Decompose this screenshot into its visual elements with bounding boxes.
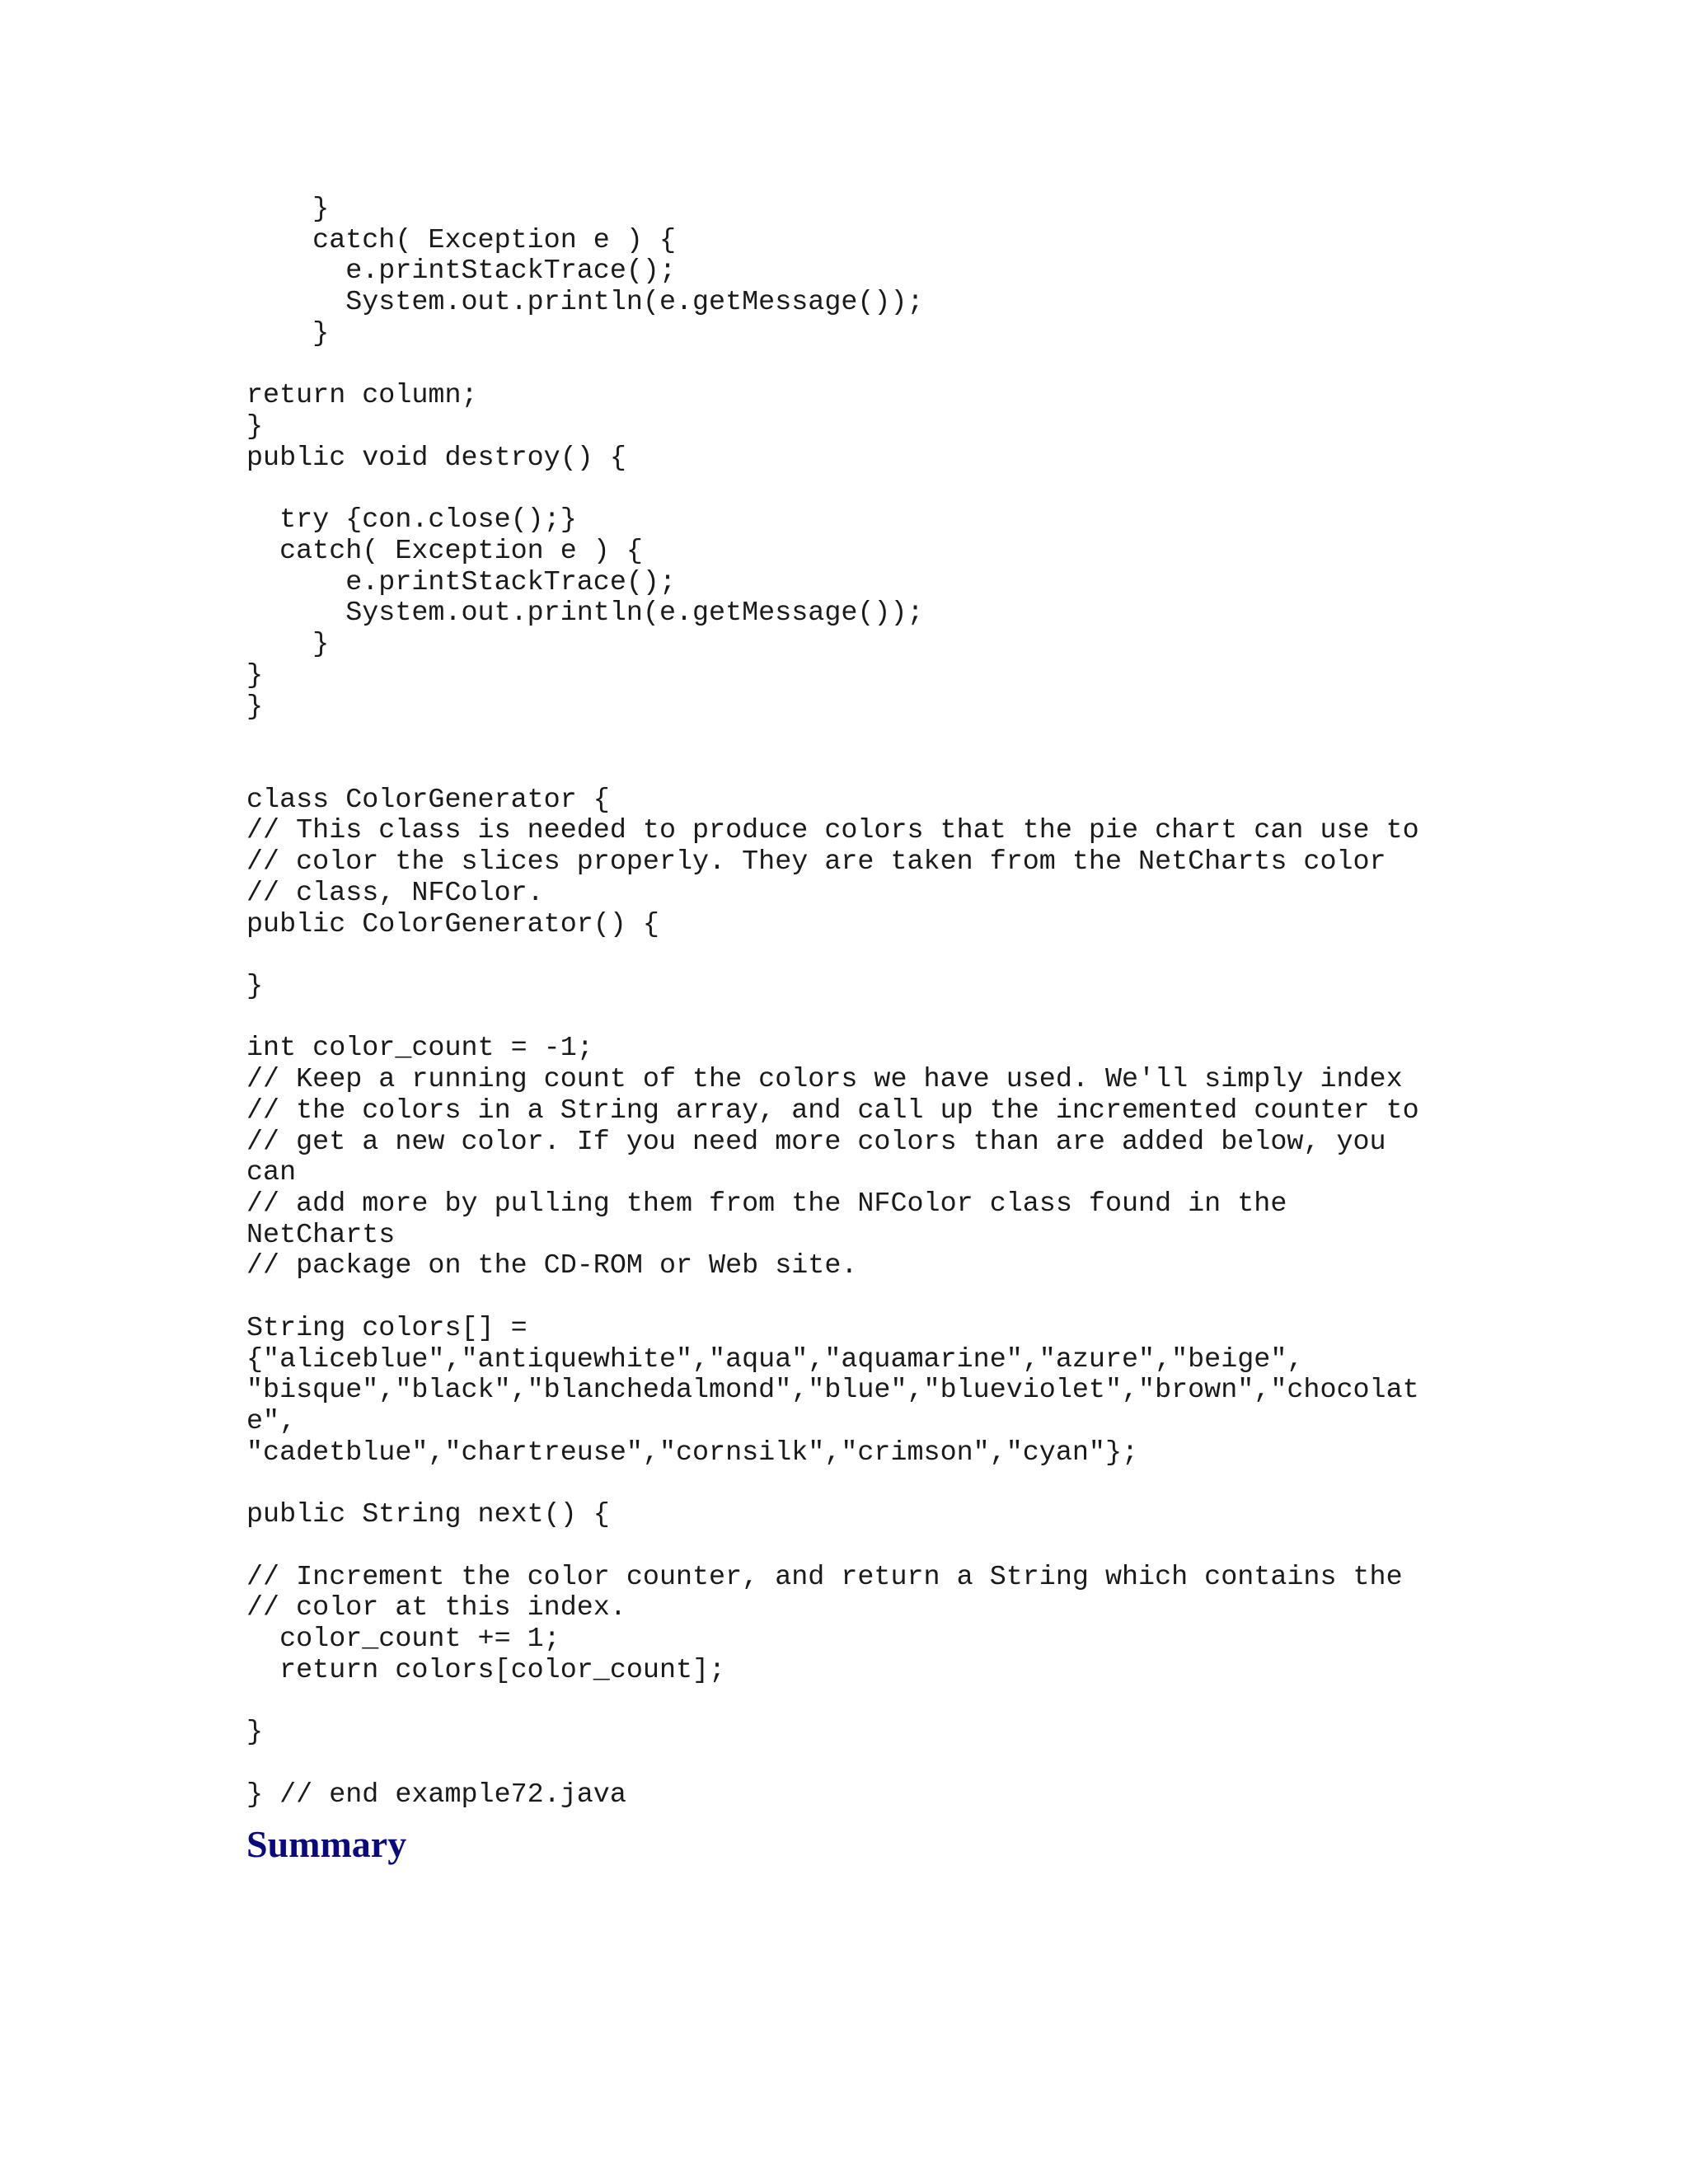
code-line (246, 1749, 1664, 1780)
code-line: public String next() { (246, 1499, 610, 1531)
code-line: } (246, 691, 264, 723)
code-line: System.out.println(e.getMessage()); (246, 598, 924, 630)
code-line: } (246, 317, 330, 349)
code-line (246, 350, 1664, 382)
code-line: NetCharts (246, 1219, 396, 1251)
code-line (246, 1282, 1664, 1314)
code-line: e.printStackTrace(); (246, 255, 676, 288)
code-line: class ColorGenerator { (246, 784, 610, 816)
code-line: // Keep a running count of the colors we have used. We'll simply index (246, 1064, 1403, 1096)
code-line: } (246, 970, 264, 1002)
code-line: public ColorGenerator() { (246, 908, 659, 940)
code-listing (246, 194, 1664, 1811)
section-heading-summary: Summary (246, 1823, 407, 1865)
code-line (246, 754, 1664, 785)
code-line (246, 474, 1664, 505)
code-line: e", (246, 1406, 297, 1438)
code-line: // color the slices properly. They are taken from the NetCharts color (246, 846, 1386, 879)
code-line: } (246, 659, 264, 691)
code-line: } // end example72.java (246, 1779, 626, 1811)
code-line: // This class is needed to produce colors that the pie chart can use to (246, 815, 1419, 847)
code-line: // the colors in a String array, and call up the incremented counter to (246, 1094, 1419, 1127)
code-line: return column; (246, 380, 478, 412)
code-line: } (246, 1717, 264, 1749)
code-line: } (246, 411, 264, 443)
code-line (246, 1469, 1664, 1500)
code-line: catch( Exception e ) { (246, 224, 676, 256)
code-line: catch( Exception e ) { (246, 535, 643, 567)
code-line: System.out.println(e.getMessage()); (246, 287, 924, 319)
code-line: // package on the CD-ROM or Web site. (246, 1250, 858, 1282)
code-line: return colors[color_count]; (246, 1654, 726, 1686)
code-line: color_count += 1; (246, 1624, 560, 1656)
code-line: String colors[] = (246, 1312, 528, 1344)
code-line: try {con.close();} (246, 504, 577, 537)
code-line: "bisque","black","blanchedalmond","blue","blueviolet","brown","chocolat (246, 1375, 1419, 1407)
code-line: // add more by pulling them from the NFColor class found in the (246, 1188, 1287, 1220)
code-line: public void destroy() { (246, 442, 626, 474)
code-line: // color at this index. (246, 1592, 626, 1624)
code-line (246, 1687, 1664, 1718)
code-line: // class, NFColor. (246, 877, 544, 909)
code-line: int color_count = -1; (246, 1033, 593, 1065)
code-line: {"aliceblue","antiquewhite","aqua","aquamarine","azure","beige", (246, 1343, 1304, 1376)
code-line (246, 940, 1664, 972)
code-line (246, 1531, 1664, 1563)
code-line: e.printStackTrace(); (246, 566, 676, 598)
code-line: "cadetblue","chartreuse","cornsilk","crimson","cyan"}; (246, 1436, 1139, 1469)
code-line: } (246, 629, 330, 661)
code-line: } (246, 194, 330, 225)
code-line (246, 1003, 1664, 1034)
code-line (246, 723, 1664, 754)
code-line: // get a new color. If you need more colors than are added below, you (246, 1126, 1386, 1158)
code-line: can (246, 1157, 297, 1189)
code-line: // Increment the color counter, and return a String which contains the (246, 1561, 1403, 1593)
